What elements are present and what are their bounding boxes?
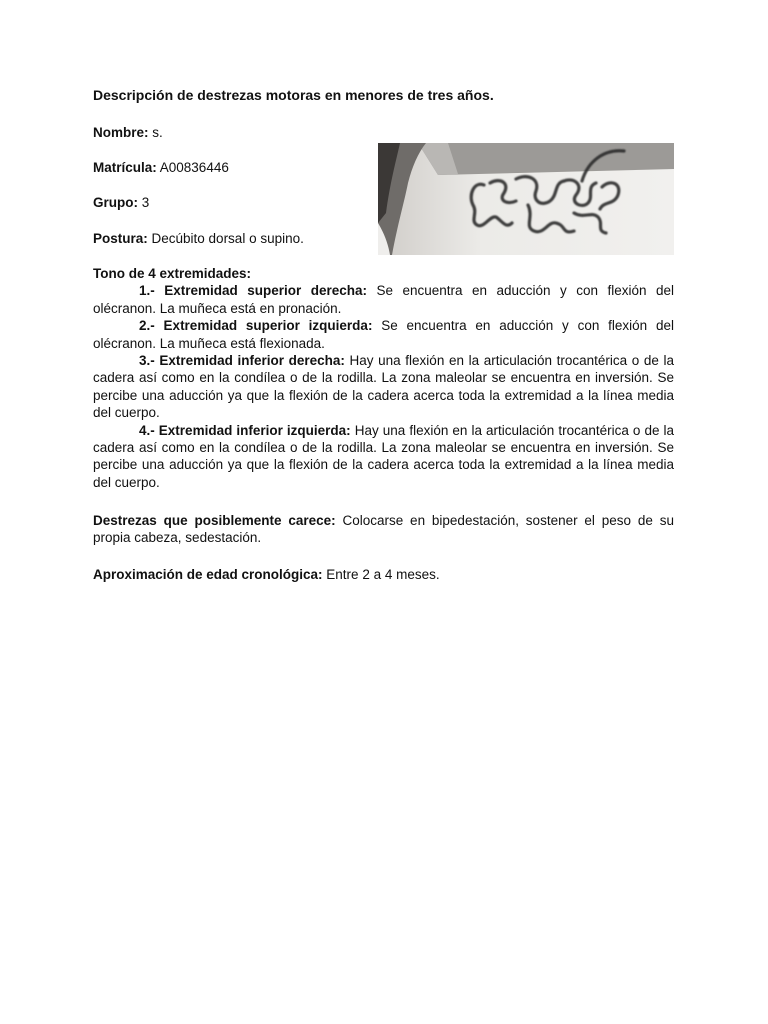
limb-tone-section — [93, 265, 674, 491]
field-value: A00836446 — [156, 160, 229, 175]
field-value: 3 — [138, 195, 150, 210]
field-value: Decúbito dorsal o supino. — [147, 231, 304, 246]
limb-text: Hay una flexión en la articulación trocantérica o de la cadera así como en la condílea o de la rodilla. La zona maleolar se encuentra en inversión. Se percibe una aducción ya que la flexión de la cadera acerca toda la extremidad a la línea media del cuerpo. — [93, 353, 675, 421]
skills-text: Colocarse en bipedestación, sostener el peso de su propia cabeza, sedestación. — [93, 513, 674, 546]
limb-label: 3.- Extremidad inferior derecha: — [139, 353, 345, 369]
posture-photo-drawing — [378, 143, 674, 255]
field-matricula — [93, 159, 229, 176]
field-label: Postura: — [93, 231, 148, 246]
field-label: Grupo: — [93, 195, 138, 210]
limb-item — [93, 352, 674, 422]
limb-text: Hay una flexión en la articulación trocantérica o de la cadera así como en la condílea o de la rodilla. La zona maleolar se encuentra en inversión. Se percibe una aducción ya que la flexión de la cadera acerca toda la extremidad a la línea media del cuerpo. — [93, 422, 675, 490]
field-grupo — [93, 194, 149, 211]
skills-label: Destrezas que posiblemente carece: — [93, 513, 336, 528]
limb-item — [93, 282, 674, 317]
field-label: Nombre: — [93, 125, 149, 140]
limb-label: 4.- Extremidad inferior izquierda: — [139, 422, 351, 438]
document-title: Descripción de destrezas motoras en menores de tres años. — [93, 87, 494, 103]
field-postura — [93, 230, 304, 247]
posture-photo — [378, 143, 674, 255]
age-text: Entre 2 a 4 meses. — [322, 567, 440, 582]
field-nombre — [93, 124, 163, 141]
skills-paragraph — [93, 512, 674, 547]
age-paragraph — [93, 566, 674, 583]
limb-item — [93, 317, 674, 352]
section-heading: Tono de 4 extremidades: — [93, 266, 252, 281]
age-label: Aproximación de edad cronológica: — [93, 567, 323, 582]
limb-label: 1.- Extremidad superior derecha: — [139, 283, 367, 299]
limb-text: Se encuentra en aducción y con flexión del olécranon. La muñeca está flexionada. — [93, 318, 674, 351]
limb-text: Se encuentra en aducción y con flexión del olécranon. La muñeca está en pronación. — [93, 283, 674, 316]
limb-label: 2.- Extremidad superior izquierda: — [139, 318, 373, 334]
field-label: Matrícula: — [93, 160, 157, 175]
limb-item — [93, 422, 674, 492]
field-value: s. — [148, 125, 163, 140]
